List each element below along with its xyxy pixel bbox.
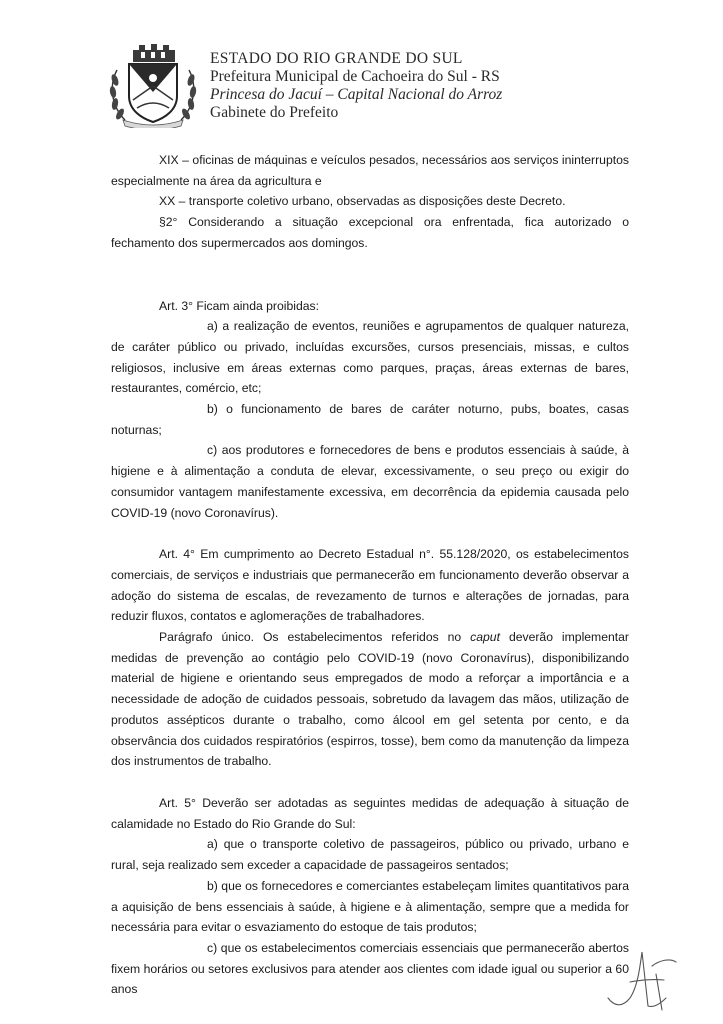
paragraph: c) aos produtores e fornecedores de bens e produtos essenciais à saúde, à higiene e à alimentação a conduta de elevar, excessivamente, o seu preço ou exigir do consumidor vantagem manifestamente excessiva, em decorrência da epidemia causada pelo COVID-19 (novo Coronavírus).	[111, 443, 629, 520]
municipality-name: Prefeitura Municipal de Cachoeira do Sul - RS	[210, 68, 500, 85]
municipal-coat-of-arms-icon	[103, 40, 203, 128]
paragraph: a) a realização de eventos, reuniões e agrupamentos de qualquer natureza, de caráter público ou privado, incluídas excursões, cursos presenciais, missas, e cultos religiosos, inclusive em áreas externas como parques, praças, áreas externas de bares, restaurantes, comércio, etc;	[111, 319, 629, 396]
paragraph: XX – transporte coletivo urbano, observadas as disposições deste Decreto.	[159, 194, 566, 209]
handwritten-initials-signature-icon	[600, 946, 680, 1016]
paragraph: Art. 5° Deverão ser adotadas as seguintes medidas de adequação à situação de calamidade no Estado do Rio Grande do Sul:	[111, 795, 629, 831]
office-name: Gabinete do Prefeito	[210, 104, 339, 121]
caput-term: caput	[470, 630, 500, 645]
letterhead	[210, 50, 502, 122]
paragraph: b) que os fornecedores e comerciantes estabeleçam limites quantitativos para a aquisição de bens essenciais à saúde, à higiene e à alimentação, sempre que a medida for necessária para evitar o esvaziamento do estoque de tais produtos;	[111, 878, 629, 935]
municipality-motto: Princesa do Jacuí – Capital Nacional do Arroz	[210, 86, 503, 103]
paragraph-lead: Parágrafo único. Os estabelecimentos referidos no	[159, 630, 462, 645]
paragraph: Art. 4° Em cumprimento ao Decreto Estadual n°. 55.128/2020, os estabelecimentos comerciais, de serviços e industriais que permanecerão em funcionamento deverão observar a adoção do sistema de escalas, de revezamento de turnos e alterações de jornadas, para reduzir fluxos, contatos e aglomerações de trabalhadores.	[111, 547, 629, 624]
paragraph: XIX – oficinas de máquinas e veículos pesados, necessários aos serviços ininterruptos especialmente na área da agricultura e	[111, 153, 629, 188]
paragraph: a) que o transporte coletivo de passageiros, público ou privado, urbano e rural, seja realizado sem exceder a capacidade de passageiros sentados;	[111, 837, 629, 873]
paragraph: c) que os estabelecimentos comerciais essenciais que permanecerão abertos fixem horários ou setores exclusivos para atender aos clientes com idade igual ou superior a 60 anos	[111, 940, 629, 997]
paragraph	[111, 627, 629, 772]
paragraph-rest: deverão implementar medidas de prevenção ao contágio pelo COVID-19 (novo Coronavírus), disponibilizando material de higiene e orientando seus empregados de modo a reforçar a importância e a necessidade de adoção de cuidados pessoais, sobretudo da lavagem das mãos, utilização de produtos assépticos durante o trabalho, como álcool em gel setenta por cento, e da observância dos cuidados respiratórios (espirros, tosse), bem como da manutenção da limpeza dos instrumentos de trabalho.	[111, 630, 629, 769]
paragraph: b) o funcionamento de bares de caráter noturno, pubs, boates, casas noturnas;	[111, 402, 629, 437]
paragraph: §2° Considerando a situação excepcional ora enfrentada, fica autorizado o fechamento dos supermercados aos domingos.	[111, 215, 629, 250]
document-body	[111, 150, 629, 1000]
state-name: ESTADO DO RIO GRANDE DO SUL	[210, 50, 463, 67]
article-heading: Art. 3° Ficam ainda proibidas:	[159, 298, 319, 313]
